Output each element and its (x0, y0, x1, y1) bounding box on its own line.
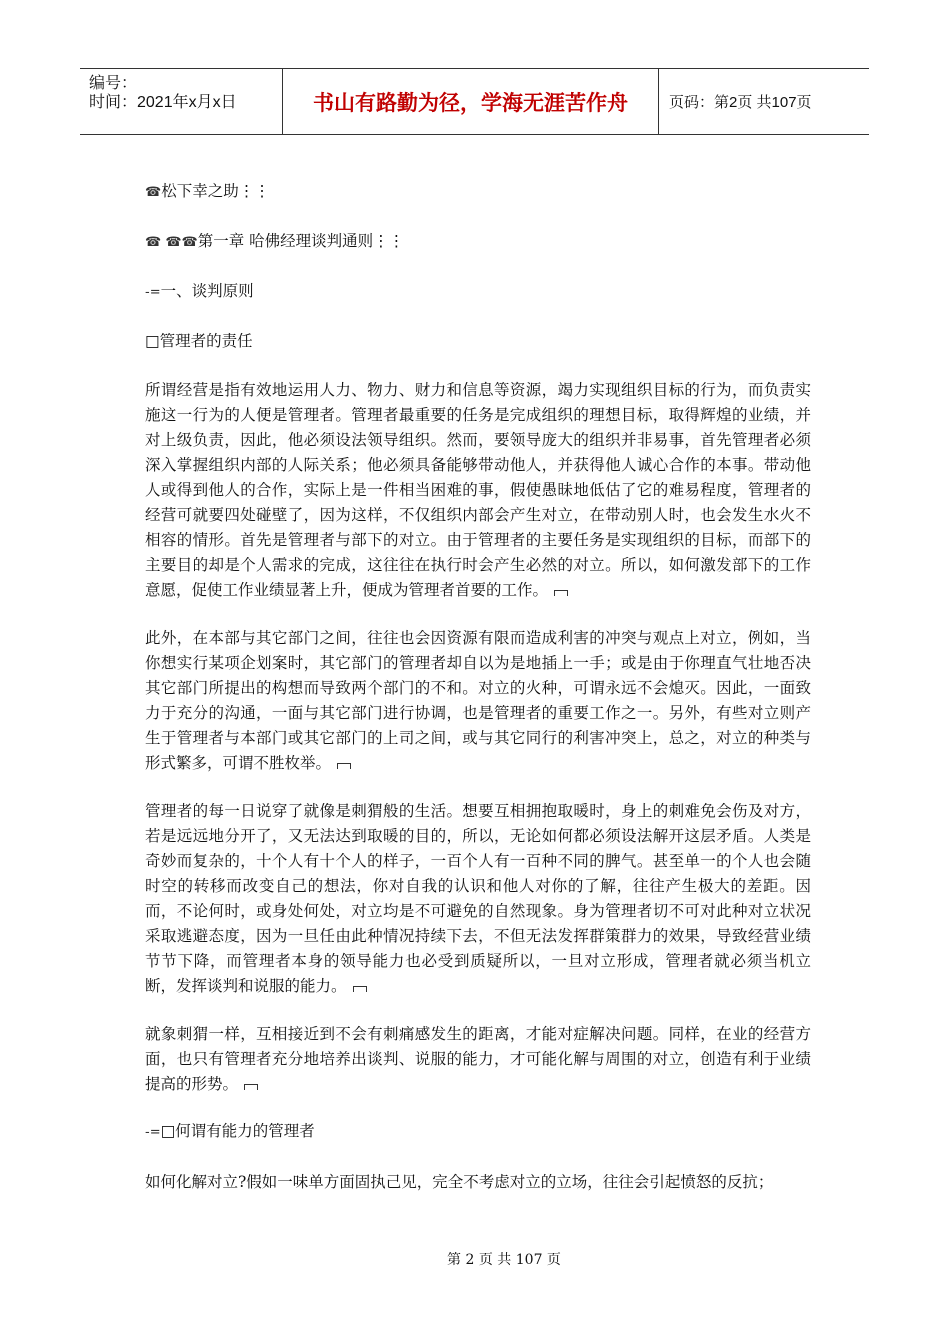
paragraph-1: 所谓经营是指有效地运用人力、物力、财力和信息等资源，竭力实现组织目标的行为，而负责实施这一行为的人便是管理者。管理者最重要的任务是完成组织的理想目标，取得辉煌的业绩，并对上级负责，因此，他必须设法领导组织。然而，要领导庞大的组织并非易事，首先管理者必须深入掌握组织内部的人际关系；他必须具备能够带动他人，并获得他人诚心合作的本事。带动他人或得到他人的合作，实际上是一件相当困难的事，假使愚昧地低估了它的难易程度，管理者的经营可就要四处碰壁了，因为这样，不仅组织内部会产生对立，在带动别人时，也会发生水火不相容的情形。首先是管理者与部下的对立。由于管理者的主要任务是实现组织的目标，而部下的主要目的却是个人需求的完成，这往往在执行时会产生必然的对立。所以，如何激发部下的工作意愿，促使工作业绩显著上升，便成为管理者首要的工作。 (145, 381, 811, 599)
page-footer: 第 2 页 共 107 页 (447, 1252, 561, 1268)
phone-ornament-group-icon: ☎ ☎☎ (145, 235, 198, 250)
heading-subsection-2-text: 何谓有能力的管理者 (175, 1122, 315, 1140)
paragraph-end-mark-icon (353, 986, 367, 992)
paragraph-5: 如何化解对立?假如一味单方面固执己见，完全不考虑对立的立场，往往会引起愤怒的反抗； (145, 1173, 774, 1191)
heading-section (145, 280, 811, 304)
heading-chapter-text: 第一章 哈佛经理谈判通则⋮⋮ (197, 232, 405, 250)
heading-chapter (145, 230, 811, 254)
heading-subsection-text: 管理者的责任 (159, 332, 253, 350)
serial-label: 编号： (89, 75, 138, 92)
heading-author-text: 松下幸之助⋮⋮ (161, 182, 270, 200)
paragraph-2: 此外，在本部与其它部门之间，往往也会因资源有限而造成利害的冲突与观点上对立，例如，当你想实行某项企划案时，其它部门的管理者却自以为是地插上一手；或是由于你理直气壮地否决其它部门所提出的构想而导致两个部门的不和。对立的火种，可谓永远不会熄灭。因此，一面致力于充分的沟通，一面与其它部门进行协调，也是管理者的重要工作之一。另外，有些对立则产生于管理者与本部门或其它部门的上司之间，或与其它同行的利害冲突上，总之，对立的种类与形式繁多，可谓不胜枚举。 (145, 629, 811, 772)
page-header (80, 68, 869, 135)
heading-author (145, 180, 811, 204)
paragraph-end-mark-icon (337, 763, 351, 769)
paragraph-4: 就象刺猬一样，互相接近到不会有刺痛感发生的距离，才能对症解决问题。同样，在业的经营方面，也只有管理者充分地培养出谈判、说服的能力，才可能化解与周围的对立，创造有利于业绩提高的形势。 (145, 1025, 811, 1093)
paragraph-end-mark-icon (554, 590, 568, 596)
header-page-info: 页码：第2页 共107页 (669, 94, 812, 111)
document-body (145, 180, 811, 1218)
phone-ornament-icon: ☎ (145, 185, 162, 200)
heading-subsection-2 (145, 1120, 811, 1144)
paragraph-3: 管理者的每一日说穿了就像是刺猬般的生活。想要互相拥抱取暖时，身上的刺难免会伤及对方，若是远远地分开了，又无法达到取暖的目的，所以，无论如何都必须设法解开这层矛盾。人类是奇妙而复杂的，十个人有十个人的样子，一百个人有一百种不同的脾气。甚至单一的个人也会随时空的转移而改变自己的想法，你对自我的认识和他人对你的了解，往往产生极大的差距。因而，不论何时，或身处何处，对立均是不可避免的自然现象。身为管理者切不可对此种对立状况采取逃避态度，因为一旦任由此种情况持续下去，不但无法发挥群策群力的效果，导致经营业绩节节下降，而管理者本身的领导能力也必受到质疑所以，一旦对立形成，管理者就必须当机立断，发挥谈判和说服的能力。 (145, 802, 811, 995)
dash-bullet-icon: -= (145, 1125, 161, 1140)
header-meta (80, 69, 283, 134)
heading-subsection (145, 330, 811, 352)
paragraph-end-mark-icon (244, 1084, 258, 1090)
box-bullet-icon: □ (145, 332, 160, 350)
box-bullet-icon: □ (160, 1122, 176, 1140)
date-label: 时间：2021年x月x日 (89, 94, 237, 111)
dash-bullet-icon: -= (145, 285, 161, 300)
header-motto: 书山有路勤为径，学海无涯苦作舟 (283, 69, 659, 134)
heading-section-text: 一、谈判原则 (160, 282, 254, 300)
